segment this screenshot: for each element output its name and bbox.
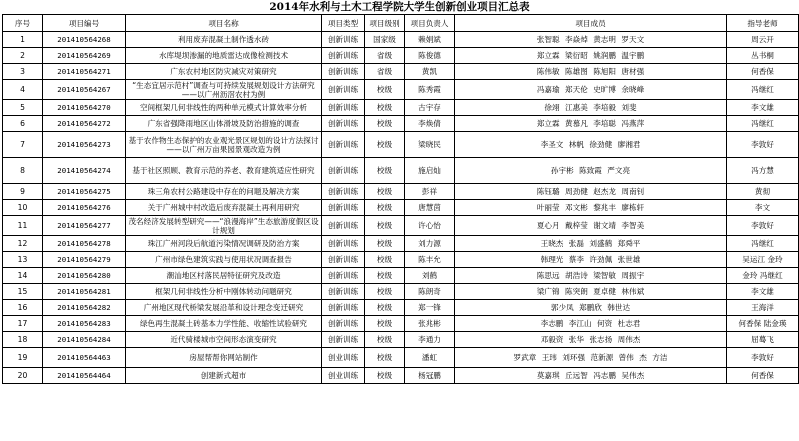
project-code: 201410564271 <box>43 64 126 80</box>
project-leader: 郑一锋 <box>405 300 455 316</box>
project-advisor: 黄彻 <box>727 184 799 200</box>
project-leader: 许心怡 <box>405 216 455 236</box>
table-row <box>3 252 799 268</box>
project-code: 201410564464 <box>43 368 126 384</box>
project-code: 201410564273 <box>43 132 126 158</box>
project-advisor: 吴运江 金玲 <box>727 252 799 268</box>
project-members: 郑立霖 黄慕凡 李培聪 冯燕萍 <box>455 116 727 132</box>
header-leader: 项目负责人 <box>405 15 455 32</box>
project-advisor: 李文雄 <box>727 284 799 300</box>
project-code: 201410564268 <box>43 32 126 48</box>
project-level: 校级 <box>365 348 405 368</box>
project-name: 珠江广州河段后航道污染情况调研及防治方案 <box>126 236 322 252</box>
project-leader: 陈秀霞 <box>405 80 455 100</box>
project-level: 校级 <box>365 300 405 316</box>
project-leader: 梁晓民 <box>405 132 455 158</box>
project-leader: 施启灿 <box>405 158 455 184</box>
project-code: 201410564280 <box>43 268 126 284</box>
project-code: 201410564275 <box>43 184 126 200</box>
project-code: 201410564283 <box>43 316 126 332</box>
project-name: 利用废弃混凝土制作透水砖 <box>126 32 322 48</box>
project-code: 201410564269 <box>43 48 126 64</box>
project-members: 徐翊 江惠美 李培毅 刘斐 <box>455 100 727 116</box>
project-advisor: 冯继红 <box>727 236 799 252</box>
project-members: 王晓杰 张磊 刘盛鹤 郑舜平 <box>455 236 727 252</box>
project-type: 创新训练 <box>322 64 365 80</box>
header-level: 项目级别 <box>365 15 405 32</box>
project-members: 莫嘉琪 丘远智 冯志鹏 吴伟杰 <box>455 368 727 384</box>
project-advisor: 李文 <box>727 200 799 216</box>
project-level: 校级 <box>365 200 405 216</box>
row-number: 11 <box>3 216 43 236</box>
project-name: 广东农村地区防灾减灾对策研究 <box>126 64 322 80</box>
project-type: 创新训练 <box>322 116 365 132</box>
table-row <box>3 32 799 48</box>
project-type: 创新训练 <box>322 252 365 268</box>
project-advisor: 何香保 <box>727 64 799 80</box>
project-name: 基于社区照顾、教育示范的养老、教育建筑适应性研究 <box>126 158 322 184</box>
row-number: 13 <box>3 252 43 268</box>
header-row <box>3 15 799 32</box>
project-members: 张智聪 李焱焯 黄志明 罗天文 <box>455 32 727 48</box>
project-name: 创建新式超市 <box>126 368 322 384</box>
header-advisor: 指导老师 <box>727 15 799 32</box>
project-name: 空间框架几何非线性的两种单元模式计算效率分析 <box>126 100 322 116</box>
project-leader: 黄凯 <box>405 64 455 80</box>
row-number: 6 <box>3 116 43 132</box>
project-type: 创新训练 <box>322 158 365 184</box>
table-row <box>3 48 799 64</box>
project-leader: 张兆彬 <box>405 316 455 332</box>
project-advisor: 丛书桐 <box>727 48 799 64</box>
project-type: 创新训练 <box>322 200 365 216</box>
project-name: 近代骑楼城市空间形态演变研究 <box>126 332 322 348</box>
project-code: 201410564282 <box>43 300 126 316</box>
project-name: 茂名经济发展转型研究——“浪漫海岸”生态旅游度假区设计规划 <box>126 216 322 236</box>
project-type: 创新训练 <box>322 284 365 300</box>
header-name: 项目名称 <box>126 15 322 32</box>
project-members: 韩理光 蔡李 许劲佩 张世雄 <box>455 252 727 268</box>
project-type: 创新训练 <box>322 268 365 284</box>
project-members: 邓毅资 张华 张志扬 周伟杰 <box>455 332 727 348</box>
row-number: 15 <box>3 284 43 300</box>
header-members: 项目成员 <box>455 15 727 32</box>
row-number: 19 <box>3 348 43 368</box>
table-row <box>3 368 799 384</box>
project-name: 珠三角农村公路建设中存在的问题及解决方案 <box>126 184 322 200</box>
project-code: 201410564463 <box>43 348 126 368</box>
table-row <box>3 64 799 80</box>
project-members: 陈钰璐 周劲健 赵杰龙 周南钊 <box>455 184 727 200</box>
project-name: “生态宜居示范村”调查与可持续发展规划设计方法研究——以广州沥滘农村为例 <box>126 80 322 100</box>
row-number: 9 <box>3 184 43 200</box>
project-name: 水库堤坝渗漏的地质雷达成像检测技术 <box>126 48 322 64</box>
table-row <box>3 300 799 316</box>
project-level: 校级 <box>365 184 405 200</box>
row-number: 3 <box>3 64 43 80</box>
table-row <box>3 284 799 300</box>
project-level: 校级 <box>365 158 405 184</box>
project-name: 绿色再生混凝土砖基本力学性能、收缩性试验研究 <box>126 316 322 332</box>
project-name: 潮汕地区村落民居特征研究及改造 <box>126 268 322 284</box>
row-number: 4 <box>3 80 43 100</box>
project-code: 201410564278 <box>43 236 126 252</box>
project-leader: 陈俊德 <box>405 48 455 64</box>
table-row <box>3 132 799 158</box>
project-leader: 赖娟斌 <box>405 32 455 48</box>
project-leader: 陈丰允 <box>405 252 455 268</box>
project-type: 创业训练 <box>322 348 365 368</box>
project-type: 创新训练 <box>322 48 365 64</box>
project-advisor: 金玲 冯继红 <box>727 268 799 284</box>
project-code: 201410564276 <box>43 200 126 216</box>
project-level: 校级 <box>365 100 405 116</box>
project-level: 国家级 <box>365 32 405 48</box>
project-level: 校级 <box>365 116 405 132</box>
project-name: 房屋帮帮你网站制作 <box>126 348 322 368</box>
row-number: 20 <box>3 368 43 384</box>
project-advisor: 李敦好 <box>727 216 799 236</box>
project-name: 广东省强降雨地区山体滑坡及防治措施的调查 <box>126 116 322 132</box>
project-type: 创新训练 <box>322 32 365 48</box>
project-members: 夏心月 戴梓莹 谢文靖 李智美 <box>455 216 727 236</box>
row-number: 8 <box>3 158 43 184</box>
row-number: 12 <box>3 236 43 252</box>
project-advisor: 冯继红 <box>727 116 799 132</box>
table-row <box>3 200 799 216</box>
project-level: 校级 <box>365 368 405 384</box>
project-level: 校级 <box>365 80 405 100</box>
project-leader: 彭祥 <box>405 184 455 200</box>
sheet-title: 2014年水利与土木工程学院大学生创新创业项目汇总表 <box>269 1 530 13</box>
project-type: 创新训练 <box>322 100 365 116</box>
project-advisor: 冯继红 <box>727 80 799 100</box>
project-advisor: 李文雄 <box>727 100 799 116</box>
project-advisor: 何香保 <box>727 368 799 384</box>
table-row <box>3 348 799 368</box>
row-number: 5 <box>3 100 43 116</box>
project-leader: 古宇存 <box>405 100 455 116</box>
table-row <box>3 80 799 100</box>
project-members: 罗武章 王玮 刘环强 范新源 曾伟 杰 方洁 <box>455 348 727 368</box>
project-type: 创新训练 <box>322 184 365 200</box>
row-number: 18 <box>3 332 43 348</box>
table-row <box>3 268 799 284</box>
table-row <box>3 216 799 236</box>
row-number: 10 <box>3 200 43 216</box>
project-type: 创新训练 <box>322 332 365 348</box>
project-members: 郭少凤 郑鹏欣 韩世达 <box>455 300 727 316</box>
project-advisor: 王海洋 <box>727 300 799 316</box>
project-name: 广州市绿色建筑实践与使用状况调查报告 <box>126 252 322 268</box>
project-name: 基于农作物生态保护的农业观光景区规划的设计方法探讨——以广州万亩果园景观改造为例 <box>126 132 322 158</box>
project-type: 创新训练 <box>322 80 365 100</box>
project-code: 201410564274 <box>43 158 126 184</box>
project-type: 创新训练 <box>322 236 365 252</box>
row-number: 2 <box>3 48 43 64</box>
project-type: 创业训练 <box>322 368 365 384</box>
row-number: 14 <box>3 268 43 284</box>
project-level: 校级 <box>365 284 405 300</box>
project-leader: 潘虹 <box>405 348 455 368</box>
project-code: 201410564279 <box>43 252 126 268</box>
project-code: 201410564267 <box>43 80 126 100</box>
table-row <box>3 116 799 132</box>
project-level: 省级 <box>365 48 405 64</box>
project-leader: 唐慧茵 <box>405 200 455 216</box>
project-type: 创新训练 <box>322 216 365 236</box>
project-level: 校级 <box>365 332 405 348</box>
project-type: 创新训练 <box>322 316 365 332</box>
project-advisor: 冯方慧 <box>727 158 799 184</box>
project-leader: 陈朗奇 <box>405 284 455 300</box>
table-row <box>3 184 799 200</box>
row-number: 16 <box>3 300 43 316</box>
project-leader: 刘鹤 <box>405 268 455 284</box>
project-leader: 刘力源 <box>405 236 455 252</box>
project-advisor: 屈蓦飞 <box>727 332 799 348</box>
project-leader: 杨冠鹏 <box>405 368 455 384</box>
row-number: 1 <box>3 32 43 48</box>
project-members: 叶丽莹 邓文彬 黎兆丰 廖栋轩 <box>455 200 727 216</box>
project-advisor: 李敦好 <box>727 348 799 368</box>
project-type: 创新训练 <box>322 300 365 316</box>
project-level: 校级 <box>365 132 405 158</box>
row-number: 17 <box>3 316 43 332</box>
row-number: 7 <box>3 132 43 158</box>
project-members: 陈思远 胡浩诗 梁智敏 周振宇 <box>455 268 727 284</box>
table-row <box>3 158 799 184</box>
project-code: 201410564281 <box>43 284 126 300</box>
project-level: 校级 <box>365 236 405 252</box>
project-members: 李圣文 林帆 徐劲健 廖湘君 <box>455 132 727 158</box>
project-name: 框架几何非线性分析中刚体转动问题研究 <box>126 284 322 300</box>
project-level: 校级 <box>365 268 405 284</box>
project-level: 校级 <box>365 316 405 332</box>
project-advisor: 何香保 陆金瑛 <box>727 316 799 332</box>
project-type: 创新训练 <box>322 132 365 158</box>
table-row <box>3 332 799 348</box>
project-level: 省级 <box>365 64 405 80</box>
project-members: 梁广锦 陈突朗 夏卓健 林伟斌 <box>455 284 727 300</box>
project-level: 校级 <box>365 216 405 236</box>
project-name: 广州地区现代桥梁发展沿革和设计理念变迁研究 <box>126 300 322 316</box>
project-members: 冯嘉瑜 郑天伦 史旷博 余晓峰 <box>455 80 727 100</box>
project-name: 关于广州城中村改造后废弃混凝土再利用研究 <box>126 200 322 216</box>
project-advisor: 李敦好 <box>727 132 799 158</box>
project-advisor: 周云开 <box>727 32 799 48</box>
table-row <box>3 100 799 116</box>
project-members: 李志鹏 李江山 何资 杜志君 <box>455 316 727 332</box>
project-table <box>2 14 799 384</box>
project-code: 201410564272 <box>43 116 126 132</box>
header-no: 序号 <box>3 15 43 32</box>
project-code: 201410564270 <box>43 100 126 116</box>
header-type: 项目类型 <box>322 15 365 32</box>
project-leader: 李焕倩 <box>405 116 455 132</box>
header-code: 项目编号 <box>43 15 126 32</box>
project-members: 孙宇彬 陈致霞 严文亮 <box>455 158 727 184</box>
table-row <box>3 316 799 332</box>
project-members: 陈伟敏 陈雄图 陈旭阳 唐材强 <box>455 64 727 80</box>
project-members: 郑立霖 梁衍昭 姚润鹏 温宇鹏 <box>455 48 727 64</box>
table-row <box>3 236 799 252</box>
project-level: 校级 <box>365 252 405 268</box>
project-code: 201410564284 <box>43 332 126 348</box>
project-leader: 李通力 <box>405 332 455 348</box>
project-code: 201410564277 <box>43 216 126 236</box>
